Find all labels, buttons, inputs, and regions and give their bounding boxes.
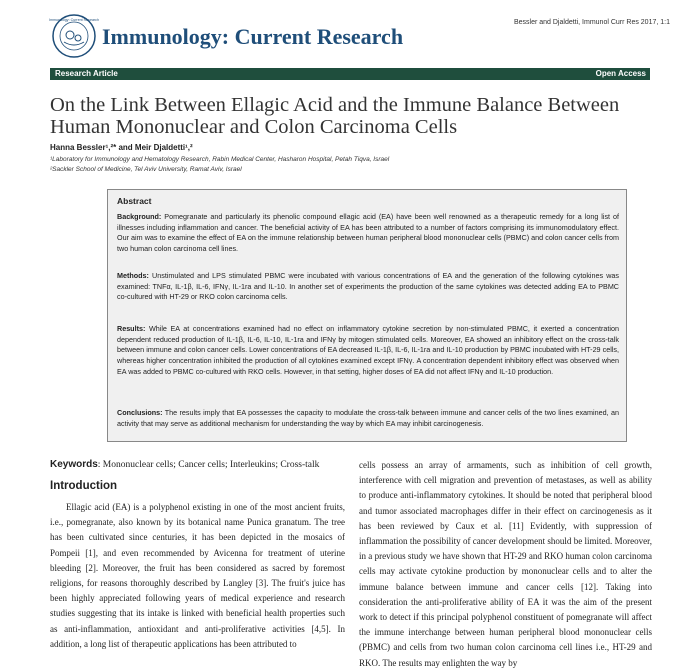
- conclusions-label: Conclusions:: [117, 408, 163, 417]
- introduction-heading: Introduction: [50, 480, 118, 492]
- conclusions-text: The results imply that EA possesses the capacity to modulate the cross-talk between immune and cancer cells of the two lines examined, an activity that may serve as additional mechanism for understanding the way by which EA may inhibit carcinogenesis.: [117, 408, 619, 428]
- logo-text: Immunology: Current Research: [49, 18, 99, 22]
- introduction-column-1: Ellagic acid (EA) is a polyphenol existing in one of the most ancient fruits, i.e., pomegranate, also known by its botanical name Punica granatum. The tree has been cultivated since centuries, it has been depicted in the mosaics of Pompeii [1], and even recommended by Avicenna for treatment of uterine bleeding [2]. Moreover, the fruit has been considered as sacred by foremost religions, for reasons thoroughly described by Langley [3]. The fruit's juice has been highly appreciated following years of medical experience and research studies suggesting that its intake is linked with beneficial health properties such as anti-inflammation, antioxidant and anti-proliferative activities [4,5]. In addition, a long list of therapeutic applications has been attributed to: [50, 502, 345, 649]
- citation: Bessler and Djaldetti, Immunol Curr Res 2017, 1:1: [513, 19, 670, 26]
- research-article-label: Research Article: [55, 69, 118, 78]
- results-text: While EA at concentrations examined had no effect on inflammatory cytokine secretion by non-stimulated PBMC, it exerted a concentration dependent reduced production of IL-1β, IL-6, IL-10, IL-1ra and IFNγ by mitogen stimulated cells. Moreover, EA showed an inhibitory effect on the cross-talk between immune and colon cancer cells. Lower concentrations of EA decreased IL-1β, IL-6, IL-1ra and IL-10 production by PBMC incubated with HT-29 cells, whereas higher concentration inhibited the production of all cytokines examined except IFNγ. A concentration dependent inhibitory effect was observed when EA was added to PBMC co-cultured with RKO cells. However, in that setting, higher doses of EA did not affect IFNγ and IL-10 production.: [117, 324, 619, 376]
- journal-title: Immunology: Current Research: [102, 24, 404, 49]
- background-text: Pomegranate and particularly its phenolic compound ellagic acid (EA) have been well renowned as a therapeutic remedy for a long list of illnesses including inflammation and cancer. The beneficial activity of EA has been attributed to a number of factors comprising its immunomodulatory effect. Our aim was to examine the effect of EA on the immune relationship between human peripheral blood mononuclear cells (PBMC) and colon cancer cells from two human colon carcinoma cell lines.: [117, 212, 619, 254]
- keywords: [50, 459, 350, 470]
- abstract-methods: [117, 271, 619, 303]
- abstract-box: [107, 189, 627, 442]
- article-title: On the Link Between Ellagic Acid and the Immune Balance Between Human Mononuclear and Colon Carcinoma Cells: [50, 94, 620, 138]
- introduction-column-2: cells possess an array of armaments, such as inhibition of cell growth, interference with cell migration and prevention of metastases, as well as ability to produce anti-inflammatory cytokines. It should be noted that peripheral blood and tumor associated macrophages differ in their effect on carcinogenesis as it has been reviewed by Caux et al. [11] Evidently, with suppression of inflammation the possibility of cancer development should be limited. Moreover, in a previous study we have shown that HT-29 and RKO human colon carcinoma cells may activate cytokine production by mononuclear cells and to alter the immune balance between immune and cancer cells [12]. Taking into consideration the anti-proliferative ability of EA it was the aim of the present work to detect if this principal polyphenol constituent of pomegranate will affect the immune interchange between human peripheral blood mononuclear cells (PBMC) and cells from two human colon carcinoma cell lines i.e., HT-29 and RKO. The results may enlighten the way by: [359, 460, 652, 668]
- journal-logo: [49, 14, 99, 58]
- methods-label: Methods:: [117, 271, 149, 280]
- keywords-label: Keywords: [50, 459, 98, 470]
- abstract-results: [117, 324, 619, 378]
- abstract-background: [117, 212, 619, 255]
- results-label: Results:: [117, 324, 146, 333]
- abstract-heading: Abstract: [117, 196, 152, 206]
- abstract-conclusions: [117, 408, 619, 429]
- keywords-text: : Mononuclear cells; Cancer cells; Interleukins; Cross-talk: [97, 460, 320, 470]
- authors: Hanna Bessler¹,²* and Meir Djaldetti¹,²: [50, 143, 193, 152]
- methods-text: Unstimulated and LPS stimulated PBMC were incubated with various concentrations of EA and the generation of the following cytokines was examined: TNFα, IL-1β, IL-6, IFNγ, IL-1ra and IL-10. In another set of experiments the production of the same cytokines was detected adding EA to PBMC co-cultured with HT-29 or RKO colon carcinoma cells.: [117, 271, 619, 302]
- affiliation-2: ²Sackler School of Medicine, Tel Aviv University, Ramat Aviv, Israel: [50, 166, 242, 173]
- article-type-banner: [50, 68, 650, 80]
- affiliation-1: ¹Laboratory for Immunology and Hematology Research, Rabin Medical Center, Hasharon Hospital, Petah Tiqva, Israel: [50, 156, 390, 163]
- background-label: Background:: [117, 212, 162, 221]
- open-access-label: Open Access: [595, 69, 646, 78]
